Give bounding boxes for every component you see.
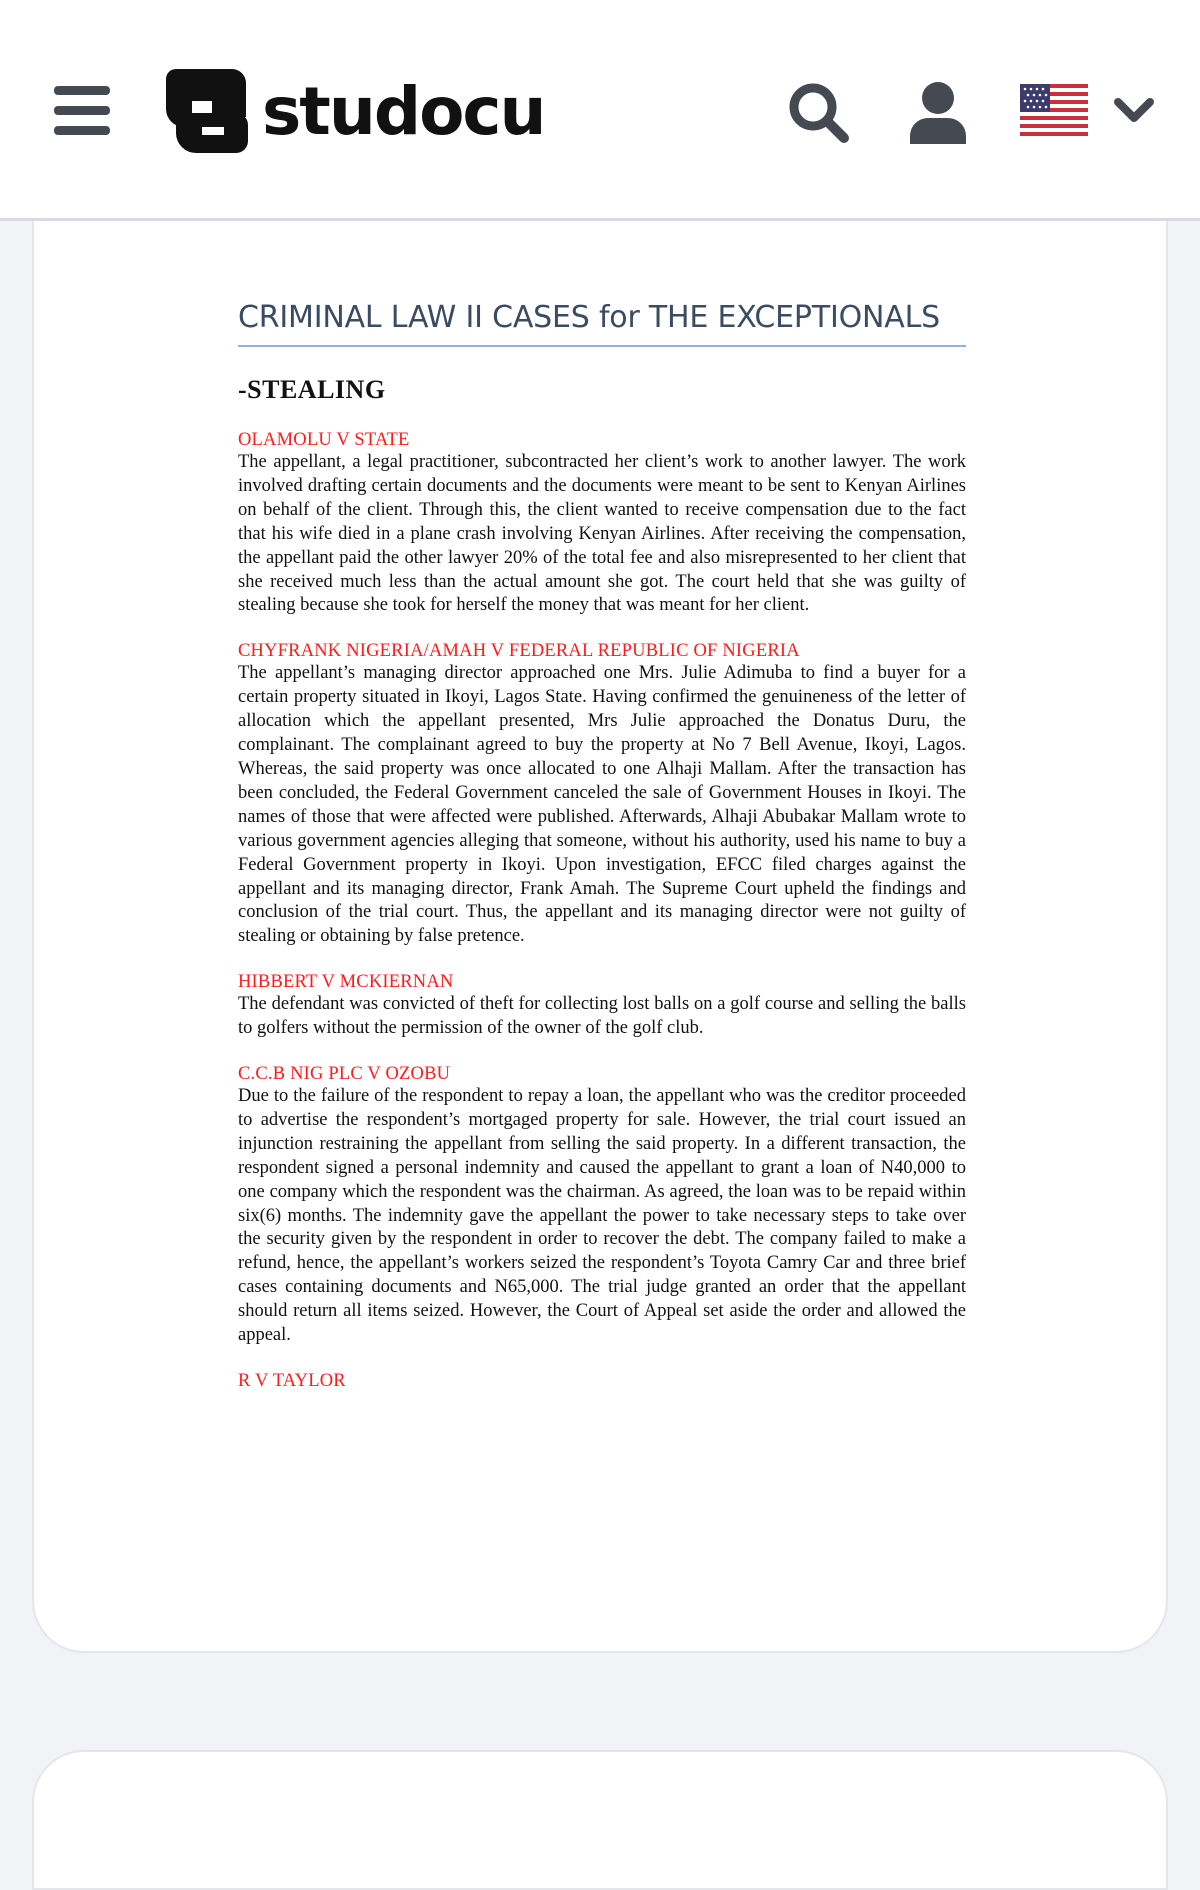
case-title: C.C.B NIG PLC V OZOBU bbox=[238, 1064, 451, 1085]
case-title: R V TAYLOR bbox=[238, 1371, 346, 1391]
next-document-page bbox=[32, 1750, 1168, 1890]
document-content bbox=[238, 300, 966, 1392]
studocu-logo[interactable] bbox=[162, 65, 545, 155]
logo-wordmark: studocu bbox=[262, 73, 545, 150]
case-body: The defendant was convicted of theft for collecting lost balls on a golf course and selling the balls to golfers without the permission of the owner of the golf club. bbox=[238, 994, 966, 1039]
top-navigation-bar bbox=[0, 0, 1200, 221]
search-icon[interactable] bbox=[786, 80, 852, 146]
chevron-down-icon bbox=[1114, 96, 1154, 126]
section-heading: -STEALING bbox=[238, 375, 386, 404]
studocu-logo-mark bbox=[162, 65, 252, 155]
menu-icon[interactable] bbox=[54, 86, 110, 136]
document-title: CRIMINAL LAW II CASES for THE EXCEPTIONALS bbox=[238, 300, 966, 347]
language-selector[interactable] bbox=[1020, 82, 1160, 138]
case-title: OLAMOLU V STATE bbox=[238, 430, 410, 450]
case-body: Due to the failure of the respondent to repay a loan, the appellant who was the creditor proceeded to advertise the respondent’s mortgaged property for sale. However, the trial court issued an injunction restraining the appellant from selling the said property. In a different transaction, the respondent signed a personal indemnity and caused the appellant to grant a loan of N40,000 to one company which the respondent was the chairman. As agreed, the loan was to be repaid within six(6) months. The indemnity gave the appellant the power to take necessary steps to take over the security given by the respondent in order to recover the debt. The company failed to make a refund, hence, the appellant’s workers seized the respondent’s Toyota Camry Car and three brief cases containing documents and N65,000. The trial judge granted an order that the appellant should return all items seized. However, the Court of Appeal set aside the order and allowed the appeal. bbox=[238, 1086, 966, 1346]
case-body: The appellant’s managing director approached one Mrs. Julie Adimuba to find a buyer for a certain property situated in Ikoyi, Lagos State. Having confirmed the genuineness of the letter of allocation which the appellant presented, Mrs Julie approached the Donatus Duru, the complainant. The complainant agreed to buy the property at No 7 Bell Avenue, Ikoyi, Lagos. Whereas, the said property was once allocated to one Alhaji Mallam. After the transaction has been concluded, the Federal Government canceled the sale of Government Houses in Ikoyi. The names of those that were affected were published. Afterwards, Alhaji Abubakar Mallam wrote to various government agencies alleging that someone, without his authority, used his name to buy a Federal Government property in Ikoyi. Upon investigation, EFCC filed charges against the appellant and its managing director, Frank Amah. The Supreme Court upheld the findings and conclusion of the trial court. Thus, the appellant and its managing director were not guilty of stealing or obtaining by false pretence. bbox=[238, 663, 966, 947]
us-flag-icon bbox=[1020, 84, 1088, 136]
case-title: CHYFRANK NIGERIA/AMAH V FEDERAL REPUBLIC OF NIGERIA bbox=[238, 641, 800, 662]
user-icon[interactable] bbox=[908, 80, 968, 146]
case-title: HIBBERT V MCKIERNAN bbox=[238, 972, 454, 993]
case-body: The appellant, a legal practitioner, subcontracted her client’s work to another lawyer. The work involved drafting certain documents and the documents were meant to be sent to Kenyan Airlines on behalf of the client. Through this, the client wanted to receive compensation due to the fact that his wife died in a plane crash involving Kenyan Airlines. After receiving the compensation, the appellant paid the other lawyer 20% of the total fee and also misrepresented to her client that she received much less than the actual amount she got. The court held that she was guilty of stealing because she took for herself the money that was meant for her client. bbox=[238, 452, 966, 616]
